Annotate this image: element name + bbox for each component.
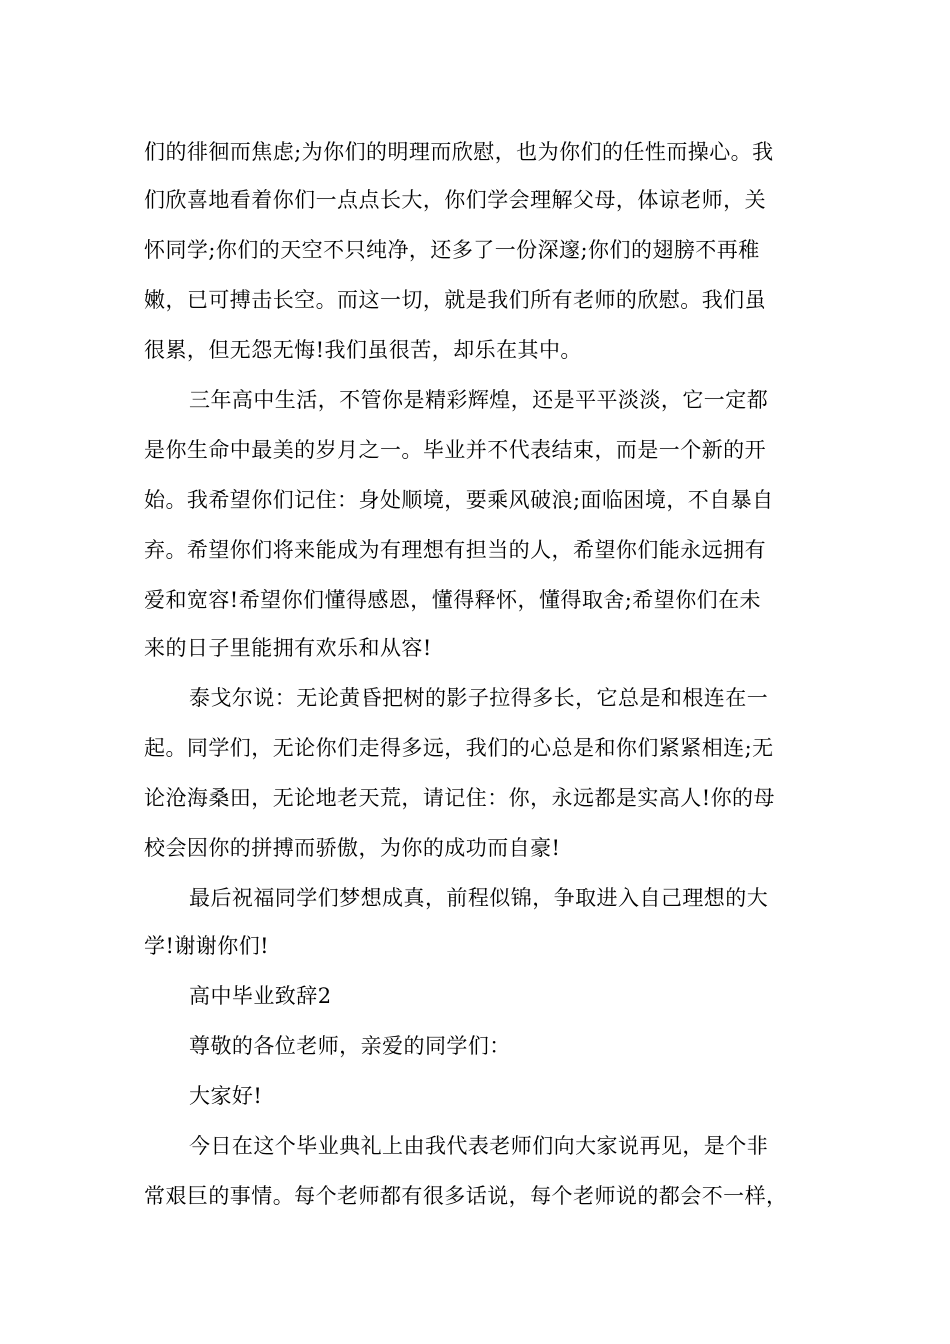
paragraph-line: 校会因你的拼搏而骄傲，为你的成功而自豪! xyxy=(144,836,561,860)
paragraph-line: 泰戈尔说：无论黄昏把树的影子拉得多长，它总是和根连在一 xyxy=(189,686,769,710)
paragraph-line: 最后祝福同学们梦想成真，前程似锦，争取进入自己理想的大 xyxy=(189,886,769,910)
paragraph-line: 们欣喜地看着你们一点点长大，你们学会理解父母，体谅老师，关 xyxy=(144,188,767,212)
paragraph-line: 论沧海桑田，无论地老天荒，请记住：你，永远都是实高人!你的母 xyxy=(144,786,775,810)
paragraph-line: 弃。希望你们将来能成为有理想有担当的人，希望你们能永远拥有 xyxy=(144,538,767,562)
paragraph-line: 起。同学们，无论你们走得多远，我们的心总是和你们紧紧相连;无 xyxy=(144,736,774,760)
paragraph-line: 今日在这个毕业典礼上由我代表老师们向大家说再见，是个非 xyxy=(189,1134,769,1158)
greeting: 大家好! xyxy=(189,1084,263,1108)
section-heading: 高中毕业致辞2 xyxy=(189,984,332,1008)
paragraph-line: 学!谢谢你们! xyxy=(144,934,270,958)
paragraph-line: 常艰巨的事情。每个老师都有很多话说，每个老师说的都会不一样， xyxy=(144,1184,788,1208)
paragraph-line: 来的日子里能拥有欢乐和从容! xyxy=(144,636,432,660)
paragraph-line: 始。我希望你们记住：身处顺境，要乘风破浪;面临困境，不自暴自 xyxy=(144,488,774,512)
paragraph-line: 爱和宽容!希望你们懂得感恩，懂得释怀，懂得取舍;希望你们在未 xyxy=(144,588,762,612)
paragraph-line: 很累，但无怨无悔!我们虽很苦，却乐在其中。 xyxy=(144,338,582,362)
paragraph-line: 是你生命中最美的岁月之一。毕业并不代表结束，而是一个新的开 xyxy=(144,438,767,462)
paragraph-line: 三年高中生活，不管你是精彩辉煌，还是平平淡淡，它一定都 xyxy=(189,388,769,412)
paragraph-line: 嫩，已可搏击长空。而这一切，就是我们所有老师的欣慰。我们虽 xyxy=(144,288,767,312)
salutation: 尊敬的各位老师，亲爱的同学们： xyxy=(189,1034,511,1058)
paragraph-line: 们的徘徊而焦虑;为你们的明理而欣慰，也为你们的任性而操心。我 xyxy=(144,140,774,164)
paragraph-line: 怀同学;你们的天空不只纯净，还多了一份深邃;你们的翅膀不再稚 xyxy=(144,238,760,262)
